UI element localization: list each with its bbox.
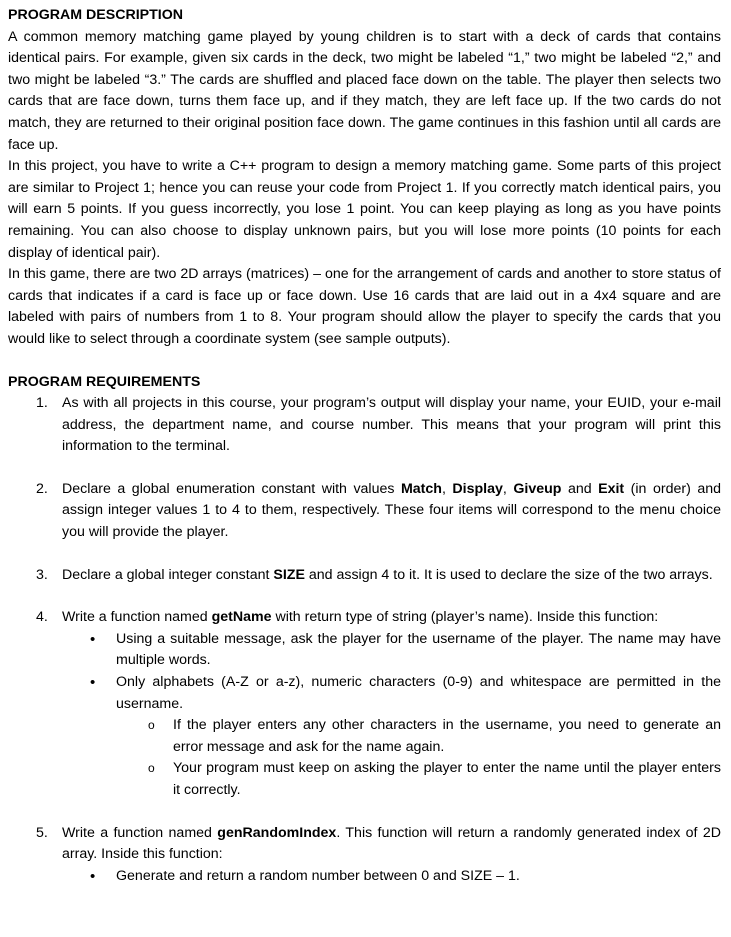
requirement-3 xyxy=(8,565,721,587)
description-paragraph-2: In this project, you have to write a C++ program to design a memory matching game. Some parts of this project are similar to Project 1; hence you can reuse your code from Project 1. If you correctly match identical pairs, you will earn 5 points. If you guess incorrectly, you lose 1 point. You can keep playing as long as you have points remaining. You can also choose to display unknown pairs, but you will lose more points (10 points for each display of identical pair). xyxy=(8,158,721,261)
bullet-item xyxy=(8,866,721,888)
requirement-text: As with all projects in this course, your program’s output will display your name, your EUID, your e-mail address, the department name, and course number. This means that your program will print this information to the terminal. xyxy=(62,395,721,455)
bullet-item xyxy=(8,672,721,715)
enum-value-giveup: Giveup xyxy=(513,480,562,497)
circle-bullet-icon: o xyxy=(148,761,155,776)
bullet-icon: • xyxy=(90,630,96,648)
requirement-text: . This function will return a randomly generated index of 2D array. Inside this function: xyxy=(62,824,721,863)
requirement-text: Write a function named xyxy=(62,824,218,841)
program-description-heading: PROGRAM DESCRIPTION xyxy=(8,7,183,23)
bullet-text: Only alphabets (A-Z or a-z), numeric characters (0-9) and whitespace are permitted in the username. xyxy=(116,674,721,712)
bullet-icon: • xyxy=(90,674,96,692)
requirement-text: Declare a global enumeration constant with values xyxy=(62,480,401,497)
requirement-4 xyxy=(8,607,721,629)
program-requirements-heading: PROGRAM REQUIREMENTS xyxy=(8,373,201,390)
requirement-text: and xyxy=(561,480,599,497)
requirement-2 xyxy=(8,479,721,544)
requirement-text: Write a function named xyxy=(62,609,212,626)
requirement-number: 2. xyxy=(36,480,48,497)
constant-size: SIZE xyxy=(273,566,305,583)
requirement-5 xyxy=(8,823,721,866)
enum-value-display: Display xyxy=(452,480,503,497)
requirement-text: , xyxy=(441,480,453,497)
circle-bullet-icon: o xyxy=(148,718,155,733)
requirement-text: , xyxy=(502,480,514,497)
sub-bullet-item xyxy=(8,715,721,758)
sub-bullet-item xyxy=(8,758,721,801)
requirement-number: 4. xyxy=(36,609,48,626)
enum-value-exit: Exit xyxy=(598,480,625,497)
bullet-icon: • xyxy=(90,867,96,885)
requirement-text: and assign 4 to it. It is used to declare the size of the two arrays. xyxy=(304,566,713,583)
requirements-list xyxy=(8,393,721,887)
bullet-item xyxy=(8,629,721,672)
function-name-getname: getName xyxy=(211,609,272,626)
function-name-genrandomindex: genRandomIndex xyxy=(217,824,337,841)
description-paragraph-3: In this game, there are two 2D arrays (matrices) – one for the arrangement of cards and another to store status of cards that indicates if a card is face up or face down. Use 16 cards that are laid out in a 4x4 square and are labeled with pairs of numbers from 1 to 8. Your program should allow the player to specify the cards that you would like to select through a coordinate system (see sample outputs). xyxy=(8,266,721,347)
requirement-text: Declare a global integer constant xyxy=(62,566,274,583)
enum-value-match: Match xyxy=(400,480,442,497)
sub-bullet-text: If the player enters any other characters in the username, you need to generate an error message and ask for the name again. xyxy=(173,717,721,755)
bullet-text: Using a suitable message, ask the player for the username of the player. The name may have multiple words. xyxy=(116,630,721,669)
requirement-number: 5. xyxy=(36,824,48,841)
requirement-number: 1. xyxy=(36,395,48,412)
requirement-1 xyxy=(8,393,721,458)
requirement-text: (in order) and assign integer values 1 to 4 to them, respectively. These four items will correspond to the menu choice you will provide the player. xyxy=(62,480,721,541)
bullet-text: Generate and return a random number between 0 and SIZE – 1. xyxy=(116,867,520,884)
description-paragraph-1: A common memory matching game played by young children is to start with a deck of cards that contains identical pairs. For example, given six cards in the deck, two might be labeled “1,” two might be labeled “2,” and two might be labeled “3.” The cards are shuffled and placed face down on the table. The player then selects two cards that are face down, turns them face up, and if they match, they are left face up. If the two cards do not match, they are returned to their original position face down. The game continues in this fashion until all cards are face up. xyxy=(8,28,721,153)
requirement-number: 3. xyxy=(36,566,48,583)
requirement-text: with return type of string (player’s name). Inside this function: xyxy=(271,609,659,626)
sub-bullet-text: Your program must keep on asking the player to enter the name until the player enters it correctly. xyxy=(173,760,721,798)
